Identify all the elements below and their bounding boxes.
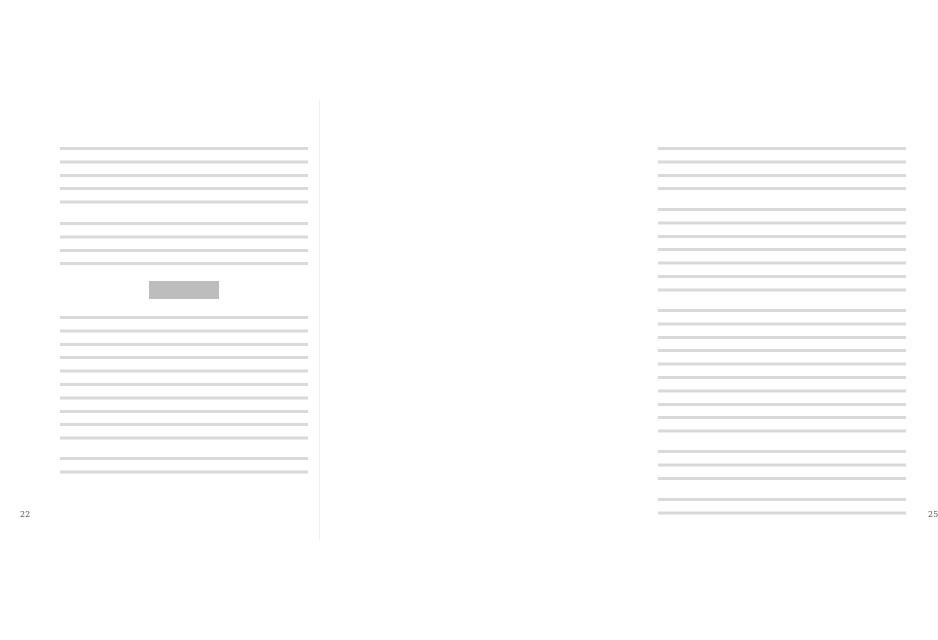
paragraph — [60, 217, 308, 271]
paragraph — [658, 445, 906, 486]
left-text-column — [60, 142, 308, 486]
paragraph — [658, 142, 906, 196]
paragraph — [658, 304, 906, 438]
right-page — [320, 0, 938, 640]
page-number-right: 25 — [928, 510, 938, 519]
paragraph — [60, 311, 308, 445]
paragraph — [60, 142, 308, 210]
paragraph — [658, 493, 906, 520]
section-heading — [149, 281, 219, 299]
paragraph — [658, 203, 906, 297]
right-text-column — [658, 142, 906, 527]
paragraph — [60, 452, 308, 479]
left-page — [0, 0, 320, 640]
page-number-left: 22 — [20, 510, 31, 519]
